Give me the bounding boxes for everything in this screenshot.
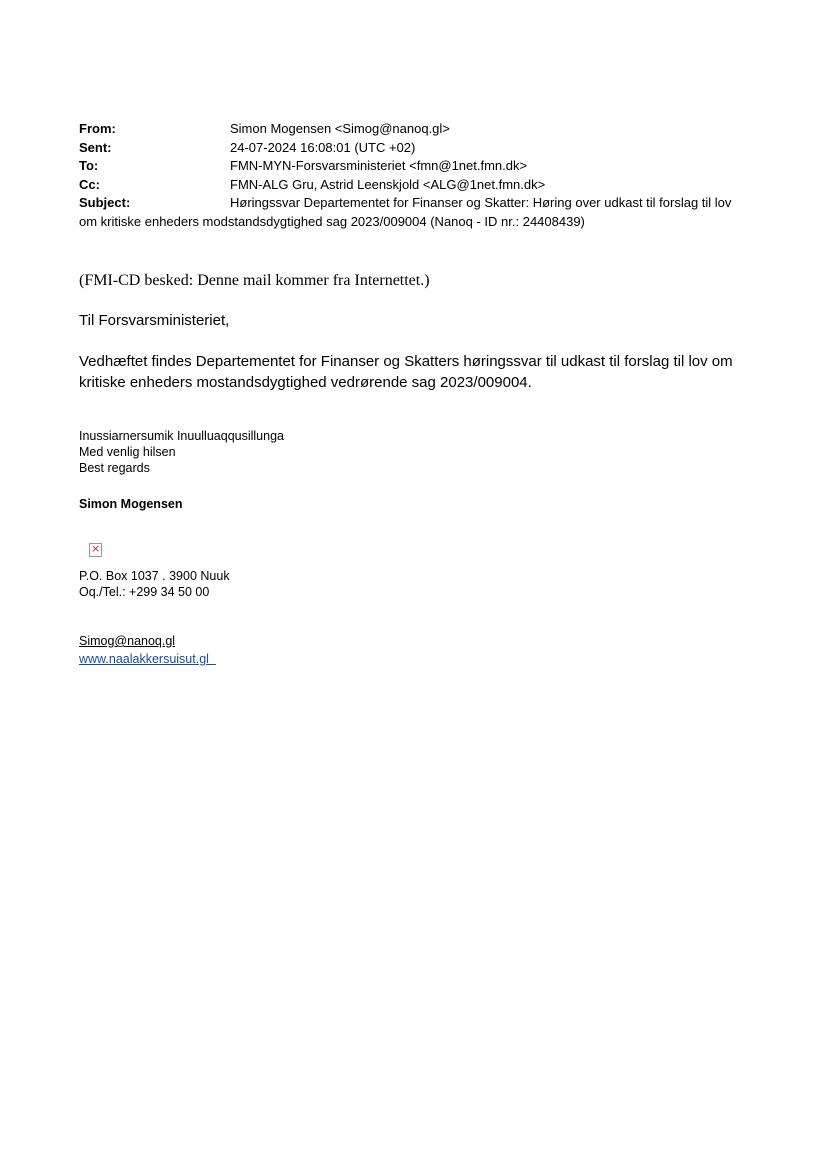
subject-row (79, 194, 749, 231)
email-link[interactable]: Simog@nanoq.gl (79, 634, 176, 648)
greeting: Til Forsvarsministeriet, (79, 312, 230, 329)
to-row (79, 157, 749, 176)
from-label: From: (79, 121, 116, 136)
cc-row (79, 176, 749, 195)
subject-value: Høringssvar Departementet for Finanser og Skatter: Høring over udkast til forslag til lov om kritiske enheders modstandsdygtighed sag 2023/009004 (Nanoq - ID nr.: 24408439) (79, 195, 732, 229)
closing-line: Med venlig hilsen (79, 445, 176, 459)
signature-closing (79, 428, 284, 476)
from-value: Simon Mogensen <Simog@nanoq.gl> (230, 121, 450, 136)
email-header (79, 120, 749, 231)
closing-line: Best regards (79, 461, 150, 475)
cc-value: FMN-ALG Gru, Astrid Leenskjold <ALG@1net.fmn.dk> (230, 176, 546, 192)
closing-line: Inussiarnersumik Inuulluaqqusillunga (79, 429, 284, 443)
phone-line: Oq./Tel.: +299 34 50 00 (79, 585, 210, 599)
to-value: FMN-MYN-Forsvarsministeriet <fmn@1net.fmn.dk> (230, 158, 528, 173)
postal-address (79, 568, 230, 600)
sent-value: 24-07-2024 16:08:01 (UTC +02) (230, 139, 416, 155)
subject-label: Subject: (79, 195, 131, 210)
contact-links (79, 632, 216, 668)
website-link[interactable]: www.naalakkersuisut.gl (79, 652, 216, 666)
message-body: Vedhæftet findes Departementet for Finanser og Skatters høringssvar til udkast til forslag til lov om kritiske enheders mostandsdygtighed vedrørende sag 2023/009004. (79, 353, 733, 391)
address-line: P.O. Box 1037 . 3900 Nuuk (79, 569, 230, 583)
external-mail-notice: (FMI-CD besked: Denne mail kommer fra Internettet.) (79, 272, 430, 289)
broken-image-icon (89, 543, 102, 557)
sender-name: Simon Mogensen (79, 497, 183, 511)
sent-label: Sent: (79, 139, 112, 155)
to-label: To: (79, 158, 99, 173)
cc-label: Cc: (79, 176, 100, 192)
sent-row (79, 139, 749, 158)
x-mark-icon: × (91, 542, 101, 555)
from-row (79, 120, 749, 139)
